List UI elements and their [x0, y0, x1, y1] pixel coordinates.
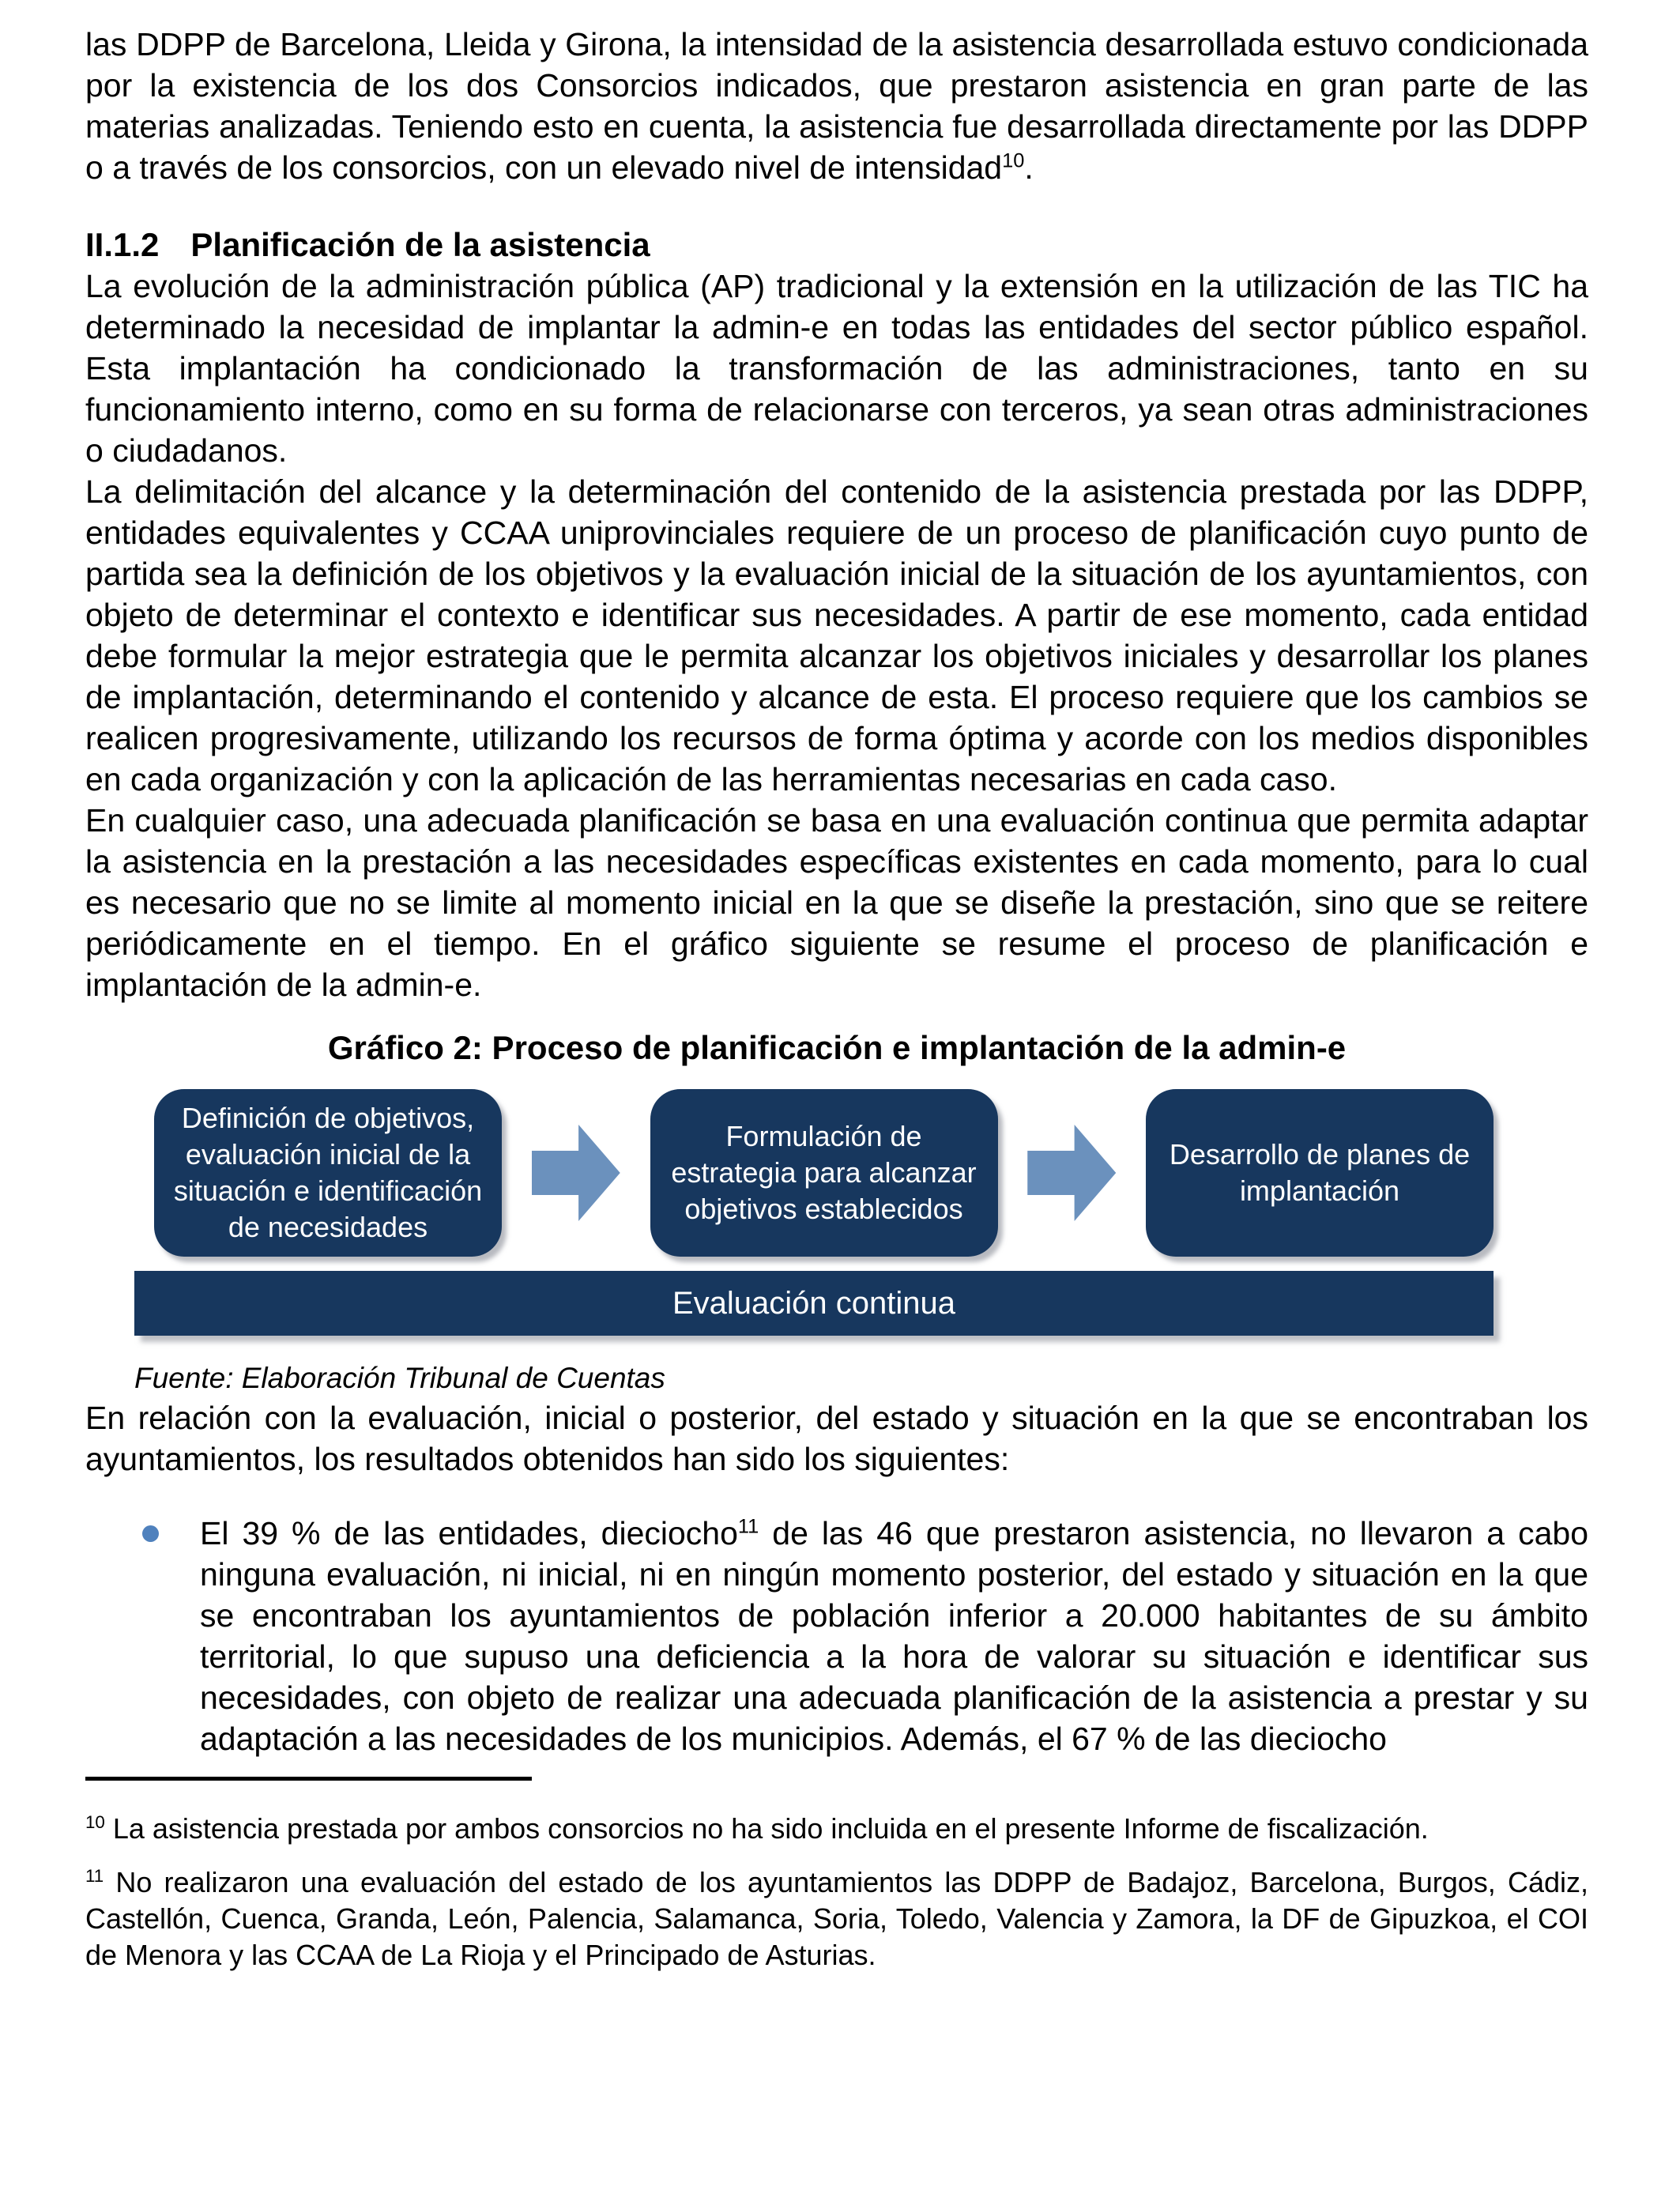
footnotes-section [85, 1811, 1588, 1973]
paragraph-en-cualquier-caso: En cualquier caso, una adecuada planificación se basa en una evaluación continua que permita adaptar la asistencia en la prestación a las necesidades específicas existentes en cada momento, para lo cual es necesario que no se limite al momento inicial en la que se diseñe la prestación, sino que se reitere periódicamente en el tiempo. En el gráfico siguiente se resume el proceso de planificación e implantación de la admin-e. [85, 802, 1588, 1003]
figure-box-definicion: Definición de objetivos, evaluación inicial de la situación e identificación de necesidades [154, 1089, 502, 1257]
figure-title: Gráfico 2: Proceso de planificación e implantación de la admin-e [327, 1029, 1347, 1066]
footnote-11-marker: 11 [85, 1866, 104, 1886]
section-heading [85, 224, 1588, 266]
section-title: Planificación de la asistencia [190, 226, 650, 263]
bullet-item-text [200, 1513, 1588, 1759]
footnote-separator [85, 1777, 532, 1781]
footnote-10-marker: 10 [85, 1812, 105, 1832]
bullet-text-before-ref: El 39 % de las entidades, dieciocho [200, 1515, 738, 1551]
figure-boxes-row [134, 1089, 1494, 1257]
footnote-10-text: La asistencia prestada por ambos consorcios no ha sido incluida en el presente Informe de fiscalización. [104, 1812, 1429, 1845]
paragraph-delimitacion: La delimitación del alcance y la determinación del contenido de la asistencia prestada por las DDPP, entidades equivalentes y CCAA uniprovinciales requiere de un proceso de planificación cuyo punto de partida sea la definición de los objetivos y la evaluación inicial de la situación de los ayuntamientos, con objeto de determinar el contexto e identificar sus necesidades. A partir de ese momento, cada entidad debe formular la mejor estrategia que le permita alcanzar los objetivos iniciales y desarrollar los planes de implantación, determinando el contenido y alcance de esta. El proceso requiere que los cambios se realicen progresivamente, utilizando los recursos de forma óptima y acorde con los medios disponibles en cada organización y con la aplicación de las herramientas necesarias en cada caso. [85, 473, 1588, 797]
bullet-text-after-ref: de las 46 que prestaron asistencia, no llevaron a cabo ninguna evaluación, ni inicial, ni en ningún momento posterior, del estado y situación en la que se encontraban los ayuntamientos de población inferior a 20.000 habitantes de su ámbito territorial, lo que supuso una deficiencia a la hora de valorar su situación e identificar sus necesidades, con objeto de realizar una adecuada planificación de la asistencia a prestar y su adaptación a las necesidades de los municipios. Además, el 67 % de las dieciocho [200, 1515, 1589, 1757]
footnote-11-text: No realizaron una evaluación del estado de los ayuntamientos las DDPP de Badajoz, Barcelona, Burgos, Cádiz, Castellón, Cuenca, Granda, León, Palencia, Salamanca, Soria, Toledo, Valencia y Zamora, la DF de Gipuzkoa, el COI de Menora y las CCAA de La Rioja y el Principado de Asturias. [85, 1866, 1588, 1971]
bullet-item [85, 1513, 1588, 1759]
footnote-10 [85, 1811, 1588, 1847]
figure-source: Fuente: Elaboración Tribunal de Cuentas [134, 1362, 665, 1394]
section-number: II.1.2 [85, 226, 160, 263]
figure-box-desarrollo: Desarrollo de planes de implantación [1146, 1089, 1494, 1257]
paragraph-en-relacion: En relación con la evaluación, inicial o posterior, del estado y situación en la que se encontraban los ayuntamientos, los resultados obtenidos han sido los siguientes: [85, 1400, 1588, 1477]
figure-box-formulacion: Formulación de estrategia para alcanzar objetivos establecidos [650, 1089, 998, 1257]
footnote-11 [85, 1864, 1588, 1973]
intro-paragraph-text: las DDPP de Barcelona, Lleida y Girona, la intensidad de la asistencia desarrollada estuvo condicionada por la existencia de los dos Consorcios indicados, que prestaron asistencia en gran parte de las materias analizadas. Teniendo esto en cuenta, la asistencia fue desarrollada directamente por las DDPP o a través de los consorcios, con un elevado nivel de intensidad [85, 26, 1588, 186]
figure-banner-evaluacion-continua: Evaluación continua [134, 1271, 1494, 1336]
intro-paragraph [85, 24, 1588, 188]
arrow-right-icon [1027, 1125, 1116, 1221]
arrow-right-icon [532, 1125, 620, 1221]
process-figure [134, 1089, 1494, 1336]
footnote-ref-10: 10 [1002, 149, 1025, 172]
intro-paragraph-suffix: . [1024, 149, 1034, 186]
paragraph-evolucion: La evolución de la administración pública (AP) tradicional y la extensión en la utilización de las TIC ha determinado la necesidad de implantar la admin-e en todas las entidades del sector público español. Esta implantación ha condicionado la transformación de las administraciones, tanto en su funcionamiento interno, como en su forma de relacionarse con terceros, ya sean otras administraciones o ciudadanos. [85, 268, 1588, 469]
footnote-ref-11: 11 [737, 1515, 759, 1538]
bullet-icon [142, 1525, 159, 1542]
